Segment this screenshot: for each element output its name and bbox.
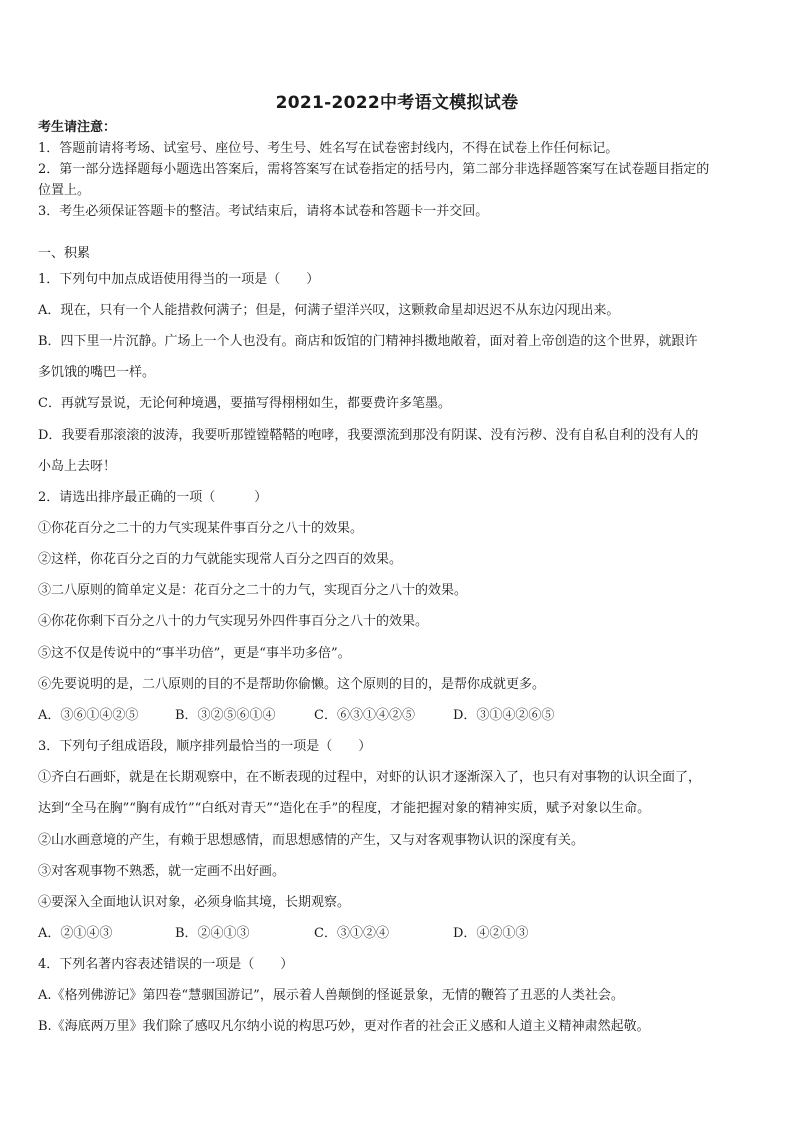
question-2-sentence: ①你花百分之二十的力气实现某件事百分之八十的效果。 [38,521,364,536]
question-2-sentence: ⑥先要说明的是，二八原则的目的不是帮助你偷懒。这个原则的目的，是帮你成就更多。 [38,677,546,692]
question-4-stem: 4．下列名著内容表述错误的一项是（ ） [38,957,294,972]
question-3-stem: 3．下列句子组成语段，顺序排列最恰当的一项是（ ） [38,739,372,754]
question-4-option-a: A.《格列佛游记》第四卷“慧骃国游记”，展示着人兽颠倒的怪诞景象，无情的鞭笞了丑恶的人类社会。 [38,988,624,1003]
notice-heading: 考生请注意： [38,120,117,135]
question-3-sentence: ③对客观事物不熟悉，就一定画不出好画。 [38,864,286,879]
question-3-option-c: C．③①②④ [314,926,389,941]
question-1-option-d-cont: 小岛上去呀！ [38,459,117,474]
question-3-option-d: D．④②①③ [453,926,529,941]
question-1-option-d: D．我要看那滚滚的波涛，我要听那镗镗鞳鞳的咆哮，我要漂流到那没有阴谋、没有污秽、没有自私自利的没有人的 [38,428,699,443]
section-heading: 一、积累 [38,246,91,261]
question-1-option-b: B．四下里一片沉静。广场上一个人也没有。商店和饭馆的门精神抖擞地敞着，面对着上帝创造的这个世界，就跟许 [38,334,698,349]
question-1-option-c: C．再就写景说，无论何种境遇，要描写得栩栩如生，都要费许多笔墨。 [38,396,451,411]
exam-title: 2021-2022中考语文模拟试卷 [275,93,519,113]
question-2-option-c: C．⑥③①④②⑤ [314,708,415,723]
question-4-option-b: B.《海底两万里》我们除了感叹凡尔纳小说的构思巧妙，更对作者的社会正义感和人道主义精神肃然起敬。 [38,1019,650,1034]
question-1-option-a: A．现在，只有一个人能措救何满子；但是，何满子望洋兴叹，这颗救命星却迟迟不从东边闪现出来。 [38,303,620,318]
question-2-sentence: ②这样，你花百分之百的力气就能实现常人百分之四百的效果。 [38,552,403,567]
question-3-option-a: A．②①④③ [38,926,113,941]
question-2-option-a: A．③⑥①④②⑤ [38,708,139,723]
notice-item: 3．考生必须保证答题卡的整洁。考试结束后，请将本试卷和答题卡一并交回。 [38,204,489,219]
question-3-sentence: ②山水画意境的产生，有赖于思想感情，而思想感情的产生，又与对客观事物认识的深度有关。 [38,833,585,848]
question-2-option-d: D．③①④②⑥⑤ [453,708,555,723]
notice-item: 2．第一部分选择题每小题选出答案后，需将答案写在试卷指定的括号内，第二部分非选择题答案写在试卷题目指定的 [38,162,710,177]
question-2-stem: 2．请选出排序最正确的一项（ ） [38,490,268,505]
question-1-option-b-cont: 多饥饿的嘴巴一样。 [38,365,156,380]
question-3-sentence-cont: 达到“全马在胸”“胸有成竹”“白纸对青天”“造化在手”的程度，才能把握对象的精神实质，赋予对象以生命。 [38,801,651,816]
question-3-sentence: ④要深入全面地认识对象，必须身临其境，长期观察。 [38,895,351,910]
question-1-stem: 1．下列句中加点成语使用得当的一项是（ ） [38,272,320,287]
question-3-option-b: B．②④①③ [175,926,250,941]
question-2-sentence: ④你花你剩下百分之八十的力气实现另外四件事百分之八十的效果。 [38,614,429,629]
question-2-option-b: B．③②⑤⑥①④ [175,708,276,723]
notice-item: 位置上。 [38,183,91,198]
notice-item: 1．答题前请将考场、试室号、座位号、考生号、姓名写在试卷密封线内，不得在试卷上作任何标记。 [38,141,619,156]
question-3-sentence: ①齐白石画虾，就是在长期观察中，在不断表现的过程中，对虾的认识才逐渐深入了，也只有对事物的认识全面了， [38,770,702,785]
question-2-sentence: ⑤这不仅是传说中的“事半功倍”，更是“事半功多倍”。 [38,646,351,661]
question-2-sentence: ③二八原则的简单定义是：花百分之二十的力气，实现百分之八十的效果。 [38,583,468,598]
